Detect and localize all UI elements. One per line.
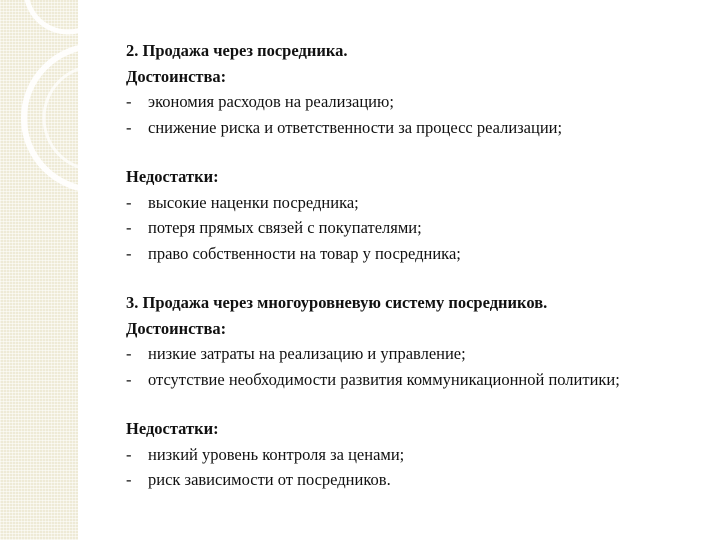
disadvantage-text: низкий уровень контроля за ценами; xyxy=(148,444,405,464)
disadvantage-text: право собственности на товар у посредника; xyxy=(148,243,461,263)
advantage-text: отсутствие необходимости развития коммуникационной политики; xyxy=(148,369,620,389)
bullet-dash: - xyxy=(126,470,132,489)
disadvantage-item xyxy=(126,442,692,468)
disadvantage-item xyxy=(126,215,692,241)
section-direct-intermediary xyxy=(126,38,692,266)
advantages-label: Достоинства: xyxy=(126,318,227,338)
section-title: 2. Продажа через посредника. xyxy=(126,41,348,60)
disadvantage-item xyxy=(126,190,692,216)
bullet-dash: - xyxy=(126,369,132,389)
disadvantage-text: высокие наценки посредника; xyxy=(148,192,359,212)
decorative-ring-top xyxy=(26,0,78,32)
disadvantages-label: Недостатки: xyxy=(126,419,219,438)
advantage-item xyxy=(126,115,692,141)
bullet-dash: - xyxy=(126,92,132,111)
disadvantage-text: потеря прямых связей с покупателями; xyxy=(148,218,422,237)
disadvantage-item xyxy=(126,467,692,493)
bullet-dash: - xyxy=(126,192,132,212)
disadvantages-label: Недостатки: xyxy=(126,167,219,186)
disadvantage-item xyxy=(126,241,692,267)
section-title: 3. Продажа через многоуровневую систему посредников. xyxy=(126,293,548,312)
bullet-dash: - xyxy=(126,444,132,464)
advantage-item xyxy=(126,341,692,367)
advantage-text: снижение риска и ответственности за процесс реализации; xyxy=(148,117,563,137)
bullet-dash: - xyxy=(126,218,132,237)
advantage-item xyxy=(126,367,692,393)
advantages-label: Достоинства: xyxy=(126,66,227,86)
section-multilevel-intermediaries xyxy=(126,290,692,493)
decorative-side-band xyxy=(0,0,78,540)
advantage-text: экономия расходов на реализацию; xyxy=(148,92,394,111)
bullet-dash: - xyxy=(126,117,132,137)
bullet-dash: - xyxy=(126,344,132,363)
decorative-ring-inner xyxy=(44,66,78,170)
advantage-item xyxy=(126,89,692,115)
advantage-text: низкие затраты на реализацию и управление; xyxy=(148,344,466,363)
disadvantage-text: риск зависимости от посредников. xyxy=(148,470,391,489)
bullet-dash: - xyxy=(126,243,132,263)
decorative-rings xyxy=(0,0,78,540)
decorative-ring-large xyxy=(24,46,78,190)
slide-content xyxy=(126,38,692,493)
